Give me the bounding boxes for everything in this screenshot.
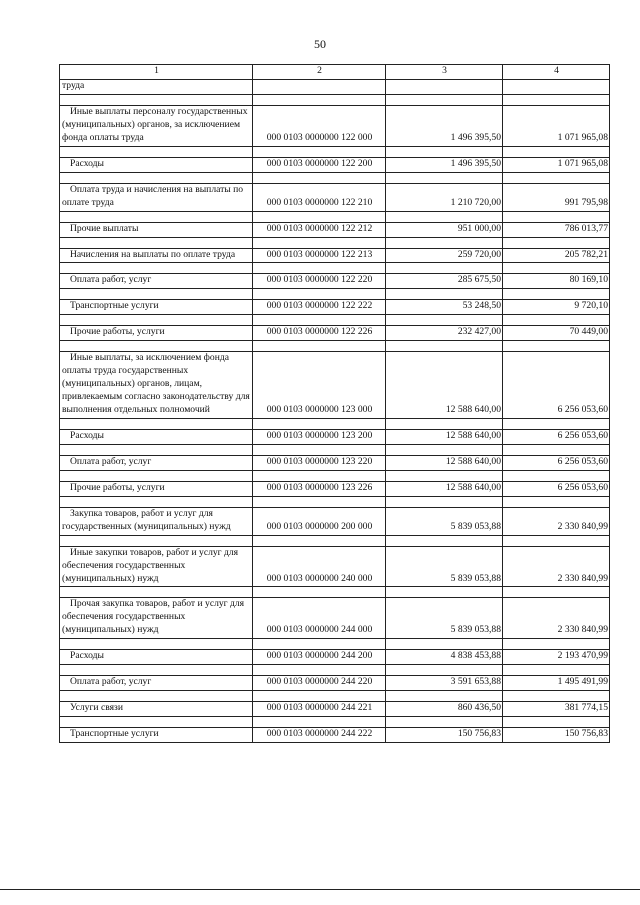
spacer-cell	[253, 639, 386, 650]
spacer-cell	[503, 289, 610, 300]
row-value-col3: 12 588 640,00	[386, 352, 503, 419]
row-code: 000 0103 0000000 244 222	[253, 728, 386, 743]
row-spacer	[60, 535, 610, 546]
row-value-col3: 1 210 720,00	[386, 183, 503, 211]
spacer-cell	[253, 172, 386, 183]
row-name-cell	[60, 455, 253, 470]
row-name-cell	[60, 326, 253, 341]
budget-table	[59, 64, 610, 743]
table-row	[60, 157, 610, 172]
row-spacer	[60, 263, 610, 274]
row-name: Оплата работ, услуг	[70, 676, 152, 688]
row-spacer	[60, 496, 610, 507]
spacer-cell	[386, 289, 503, 300]
row-code: 000 0103 0000000 122 210	[253, 183, 386, 211]
row-code: 000 0103 0000000 244 200	[253, 650, 386, 665]
spacer-cell	[60, 146, 253, 157]
row-value-col4: 991 795,98	[503, 183, 610, 211]
row-name: Прочая закупка товаров, работ и услуг для обеспечения государственных (муниципальных) нужд	[62, 598, 245, 636]
row-value-col3: 232 427,00	[386, 326, 503, 341]
row-name-cell	[60, 546, 253, 587]
table-row	[60, 105, 610, 146]
row-name: Иные закупки товаров, работ и услуг для обеспечения государственных (муниципальных) нужд	[62, 546, 239, 584]
spacer-cell	[503, 639, 610, 650]
table-row	[60, 676, 610, 691]
column-header-3: 3	[386, 65, 503, 80]
spacer-cell	[503, 470, 610, 481]
row-value-col4: 9 720,10	[503, 300, 610, 315]
row-name-cell	[60, 650, 253, 665]
row-value-col4: 6 256 053,60	[503, 455, 610, 470]
spacer-cell	[60, 496, 253, 507]
spacer-cell	[253, 587, 386, 598]
column-header-1: 1	[60, 65, 253, 80]
spacer-cell	[60, 211, 253, 222]
row-name: Иные выплаты, за исключением фонда оплаты труда государственных (муниципальных) органов, лицам, привлекаемым согласно законодательству для выполнения отдельных полномочий	[62, 352, 250, 415]
row-name: Прочие работы, услуги	[70, 326, 165, 338]
table-header-row	[60, 65, 610, 80]
row-value-col3: 5 839 053,88	[386, 507, 503, 535]
spacer-cell	[253, 211, 386, 222]
row-value-col3: 150 756,83	[386, 728, 503, 743]
spacer-cell	[386, 717, 503, 728]
table-row	[60, 429, 610, 444]
table-row	[60, 248, 610, 263]
row-spacer	[60, 717, 610, 728]
row-name: Прочие выплаты	[70, 222, 139, 234]
row-value-col3	[386, 80, 503, 95]
spacer-cell	[253, 237, 386, 248]
spacer-cell	[503, 211, 610, 222]
row-name: Расходы	[70, 157, 105, 169]
table-row	[60, 352, 610, 419]
row-code: 000 0103 0000000 123 200	[253, 429, 386, 444]
row-value-col3: 860 436,50	[386, 702, 503, 717]
row-spacer	[60, 211, 610, 222]
spacer-cell	[60, 172, 253, 183]
row-value-col3: 1 496 395,50	[386, 157, 503, 172]
row-value-col3: 259 720,00	[386, 248, 503, 263]
spacer-cell	[60, 315, 253, 326]
row-value-col4: 2 330 840,99	[503, 546, 610, 587]
table-row	[60, 274, 610, 289]
table-row	[60, 728, 610, 743]
row-code: 000 0103 0000000 122 213	[253, 248, 386, 263]
page-number: 50	[314, 37, 326, 51]
spacer-cell	[60, 237, 253, 248]
spacer-cell	[386, 211, 503, 222]
row-name-cell	[60, 702, 253, 717]
spacer-cell	[503, 691, 610, 702]
row-name-cell	[60, 157, 253, 172]
row-code: 000 0103 0000000 122 200	[253, 157, 386, 172]
spacer-cell	[253, 665, 386, 676]
spacer-cell	[503, 341, 610, 352]
spacer-cell	[386, 263, 503, 274]
spacer-cell	[60, 444, 253, 455]
spacer-cell	[503, 665, 610, 676]
spacer-cell	[503, 418, 610, 429]
table-row	[60, 546, 610, 587]
row-value-col4: 6 256 053,60	[503, 352, 610, 419]
spacer-cell	[503, 535, 610, 546]
row-code: 000 0103 0000000 122 212	[253, 222, 386, 237]
spacer-cell	[386, 496, 503, 507]
spacer-cell	[386, 470, 503, 481]
row-name-cell	[60, 507, 253, 535]
table-row	[60, 650, 610, 665]
row-name-cell	[60, 80, 253, 95]
row-value-col4: 1 071 965,08	[503, 157, 610, 172]
spacer-cell	[60, 691, 253, 702]
spacer-cell	[60, 587, 253, 598]
spacer-cell	[386, 665, 503, 676]
row-value-col4: 150 756,83	[503, 728, 610, 743]
spacer-cell	[253, 717, 386, 728]
row-name-cell	[60, 300, 253, 315]
spacer-cell	[253, 94, 386, 105]
row-name: Услуги связи	[70, 702, 123, 714]
spacer-cell	[60, 717, 253, 728]
row-spacer	[60, 94, 610, 105]
spacer-cell	[503, 496, 610, 507]
row-value-col4: 381 774,15	[503, 702, 610, 717]
row-value-col3: 12 588 640,00	[386, 455, 503, 470]
spacer-cell	[386, 418, 503, 429]
spacer-cell	[60, 341, 253, 352]
spacer-cell	[253, 496, 386, 507]
row-name-cell	[60, 274, 253, 289]
spacer-cell	[386, 146, 503, 157]
spacer-cell	[386, 237, 503, 248]
spacer-cell	[503, 237, 610, 248]
spacer-cell	[253, 315, 386, 326]
spacer-cell	[386, 94, 503, 105]
row-name: Оплата работ, услуг	[70, 274, 152, 286]
spacer-cell	[503, 315, 610, 326]
row-value-col3: 3 591 653,88	[386, 676, 503, 691]
row-spacer	[60, 691, 610, 702]
spacer-cell	[503, 146, 610, 157]
spacer-cell	[253, 535, 386, 546]
row-value-col4: 70 449,00	[503, 326, 610, 341]
row-value-col3: 5 839 053,88	[386, 598, 503, 639]
row-spacer	[60, 587, 610, 598]
row-spacer	[60, 444, 610, 455]
row-code: 000 0103 0000000 244 000	[253, 598, 386, 639]
spacer-cell	[60, 263, 253, 274]
column-header-4: 4	[503, 65, 610, 80]
spacer-cell	[60, 665, 253, 676]
table-row	[60, 598, 610, 639]
row-name-cell	[60, 222, 253, 237]
spacer-cell	[503, 717, 610, 728]
row-name: Транспортные услуги	[70, 300, 159, 312]
spacer-cell	[386, 341, 503, 352]
row-value-col4: 2 330 840,99	[503, 598, 610, 639]
spacer-cell	[386, 639, 503, 650]
row-spacer	[60, 341, 610, 352]
row-value-col3: 12 588 640,00	[386, 481, 503, 496]
spacer-cell	[60, 470, 253, 481]
spacer-cell	[386, 691, 503, 702]
spacer-cell	[60, 639, 253, 650]
spacer-cell	[253, 691, 386, 702]
row-value-col4: 2 330 840,99	[503, 507, 610, 535]
row-name-cell	[60, 183, 253, 211]
row-code: 000 0103 0000000 123 000	[253, 352, 386, 419]
spacer-cell	[253, 418, 386, 429]
row-code: 000 0103 0000000 123 220	[253, 455, 386, 470]
row-value-col4: 786 013,77	[503, 222, 610, 237]
spacer-cell	[60, 418, 253, 429]
row-name: Расходы	[70, 429, 105, 441]
table-row	[60, 300, 610, 315]
spacer-cell	[60, 289, 253, 300]
table-row	[60, 326, 610, 341]
row-value-col4: 6 256 053,60	[503, 481, 610, 496]
row-spacer	[60, 237, 610, 248]
spacer-cell	[253, 263, 386, 274]
row-spacer	[60, 315, 610, 326]
row-spacer	[60, 172, 610, 183]
row-name-cell	[60, 352, 253, 419]
spacer-cell	[253, 341, 386, 352]
row-spacer	[60, 146, 610, 157]
row-name: Иные выплаты персоналу государственных (муниципальных) органов, за исключением фонда оплаты труда	[62, 105, 248, 143]
spacer-cell	[386, 444, 503, 455]
row-code: 000 0103 0000000 240 000	[253, 546, 386, 587]
row-name-cell	[60, 105, 253, 146]
table-row	[60, 702, 610, 717]
page-bottom-rule	[0, 889, 640, 890]
table-body	[60, 80, 610, 743]
spacer-cell	[386, 535, 503, 546]
row-name-cell	[60, 728, 253, 743]
spacer-cell	[503, 444, 610, 455]
row-value-col3: 285 675,50	[386, 274, 503, 289]
row-name: труда	[62, 80, 85, 91]
spacer-cell	[253, 444, 386, 455]
row-spacer	[60, 639, 610, 650]
spacer-cell	[386, 172, 503, 183]
row-value-col4: 80 169,10	[503, 274, 610, 289]
table-row	[60, 455, 610, 470]
row-value-col4: 1 495 491,99	[503, 676, 610, 691]
row-value-col4: 6 256 053,60	[503, 429, 610, 444]
row-value-col3: 1 496 395,50	[386, 105, 503, 146]
row-value-col4	[503, 80, 610, 95]
row-name: Транспортные услуги	[70, 728, 159, 740]
spacer-cell	[60, 535, 253, 546]
row-name: Закупка товаров, работ и услуг для государственных (муниципальных) нужд	[62, 507, 231, 532]
row-value-col3: 951 000,00	[386, 222, 503, 237]
column-header-2: 2	[253, 65, 386, 80]
row-value-col4: 205 782,21	[503, 248, 610, 263]
spacer-cell	[60, 94, 253, 105]
row-name-cell	[60, 248, 253, 263]
table-row	[60, 80, 610, 95]
row-spacer	[60, 289, 610, 300]
row-code: 000 0103 0000000 244 220	[253, 676, 386, 691]
row-code: 000 0103 0000000 122 000	[253, 105, 386, 146]
row-code: 000 0103 0000000 123 226	[253, 481, 386, 496]
row-value-col3: 4 838 453,88	[386, 650, 503, 665]
row-value-col3: 12 588 640,00	[386, 429, 503, 444]
spacer-cell	[253, 146, 386, 157]
row-value-col4: 2 193 470,99	[503, 650, 610, 665]
table-row	[60, 481, 610, 496]
row-name-cell	[60, 598, 253, 639]
row-code: 000 0103 0000000 244 221	[253, 702, 386, 717]
row-code: 000 0103 0000000 122 226	[253, 326, 386, 341]
row-code: 000 0103 0000000 122 220	[253, 274, 386, 289]
row-name: Оплата труда и начисления на выплаты по оплате труда	[62, 183, 244, 208]
row-name: Оплата работ, услуг	[70, 455, 152, 467]
spacer-cell	[253, 470, 386, 481]
table-row	[60, 222, 610, 237]
spacer-cell	[503, 94, 610, 105]
row-spacer	[60, 470, 610, 481]
row-value-col4: 1 071 965,08	[503, 105, 610, 146]
row-value-col3: 5 839 053,88	[386, 546, 503, 587]
row-value-col3: 53 248,50	[386, 300, 503, 315]
row-name-cell	[60, 481, 253, 496]
spacer-cell	[386, 315, 503, 326]
row-name: Расходы	[70, 650, 105, 662]
spacer-cell	[503, 172, 610, 183]
row-name: Начисления на выплаты по оплате труда	[70, 248, 236, 260]
row-code	[253, 80, 386, 95]
row-name-cell	[60, 676, 253, 691]
spacer-cell	[386, 587, 503, 598]
row-code: 000 0103 0000000 122 222	[253, 300, 386, 315]
row-spacer	[60, 418, 610, 429]
table-row	[60, 183, 610, 211]
row-name-cell	[60, 429, 253, 444]
spacer-cell	[503, 263, 610, 274]
row-name: Прочие работы, услуги	[70, 481, 165, 493]
spacer-cell	[253, 289, 386, 300]
row-code: 000 0103 0000000 200 000	[253, 507, 386, 535]
row-spacer	[60, 665, 610, 676]
table-row	[60, 507, 610, 535]
spacer-cell	[503, 587, 610, 598]
